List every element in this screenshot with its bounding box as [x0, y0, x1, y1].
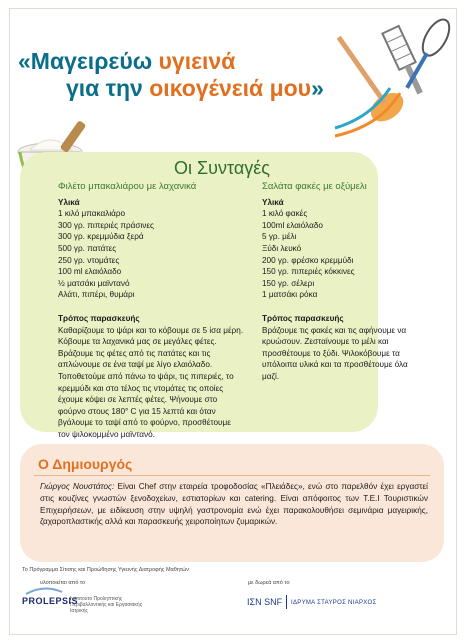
recipe-cod: [58, 181, 276, 440]
method-line: Κόβουμε τα λαχανικά μας σε μεγάλες φέτες.: [58, 337, 217, 347]
snf-name: ΙΔΡΥΜΑ ΣΤΑΥΡΟΣ ΝΙΑΡΧΟΣ: [291, 600, 377, 606]
creator-bio: [40, 481, 428, 528]
snf-divider: [286, 595, 287, 609]
method-line: Βράζουμε τις φέτες από τις πατάτες και τις: [58, 348, 211, 358]
ingredient: 500 γρ. πατάτες: [58, 243, 117, 253]
ingredient: Αλάτι, πιπέρι, θυμάρι: [58, 290, 135, 300]
page-title: «Μαγειρεύω υγιεινά για την οικογένειά μου»: [18, 48, 324, 101]
prolepsis-subtitle: Ινστιτούτο Προληπτικής Περιβαλλοντικής και Εργασιακής Ιατρικής: [70, 596, 143, 614]
prolepsis-logo-icon: [24, 584, 64, 596]
prolepsis-logo: PROLEPSIS: [22, 596, 79, 606]
method-line: τον ψιλοκομμένο μαϊντανό.: [58, 429, 155, 439]
method-line: μαζί.: [262, 371, 280, 381]
ingredient: 150 γρ. σέλερι: [262, 278, 315, 288]
method-line: Καθαρίζουμε το ψάρι και το κόβουμε σε 5 ίσα μέρη.: [58, 325, 244, 335]
creator-heading: Ο Δημιουργός: [38, 456, 133, 472]
ingredient: 1 ματσάκι ρόκα: [262, 290, 318, 300]
method-line: υπόλοιπα υλικά και τα προσθέτουμε όλα: [262, 360, 408, 370]
method-line: απλώνουμε σε ένα ταψί με λίγο ελαιόλαδο.: [58, 360, 213, 370]
ingredient: 100 ml ελαιόλαδο: [58, 267, 122, 277]
kitchen-utensils-icon: [330, 8, 455, 148]
snf-logo: ΙΣΝ SNF: [247, 597, 283, 607]
creator-divider: [34, 475, 430, 476]
recipe-cod-method-label: Τρόπος παρασκευής: [58, 313, 140, 323]
recipe-lentils: [262, 181, 442, 383]
creator-bio-text: Είναι Chef στην εταιρεία τροφοδοσίας «Πλειάδες», ενώ στο παρελθόν έχει εργαστεί στις κουζίνες γνωστών ξενοδοχείων, εστιατορίων και catering. Είναι απόφοιτος των Τ.Ε.Ι Τουριστικών Επιχειρήσεων, με ειδίκευση στην υψηλή γαστρονομία ενώ έχει παρακολουθήσει σεμινάρια μαγειρικής, ζαχαροπλαστικής αλλά και παρασκευής χειροποίητων ζυμαρικών.: [40, 482, 428, 527]
method-line: βγάλουμε το ταψί από το φούρνο, προσθέτουμε: [58, 418, 231, 428]
ingredient: 250 γρ. ντομάτες: [58, 255, 120, 265]
method-line: έχουμε κόψει σε λεπτές φέτες. Ψήνουμε στο: [58, 395, 218, 405]
ingredient: 200 γρ. φρέσκο κρεμμύδι: [262, 255, 354, 265]
recipe-lentils-ingredients-label: Υλικά: [262, 197, 284, 207]
ingredient: Ξύδι λευκό: [262, 243, 302, 253]
method-line: Βράζουμε τις φακές και τις αφήνουμε να: [262, 325, 407, 335]
recipe-cod-title: Φιλέτο μπακαλιάρου με λαχανικά: [58, 181, 197, 192]
supported-by-text: με δωρεά από το: [248, 580, 290, 586]
program-text: Το Πρόγραμμα Σίτισης και Προώθησης Υγιεινής Διατροφής Μαθητών: [22, 567, 189, 573]
ingredient: 300 γρ. κρεμμύδια ξερά: [58, 232, 144, 242]
recipe-lentils-method-label: Τρόπος παρασκευής: [262, 313, 344, 323]
ingredient: 300 γρ. πιπεριές πράσινες: [58, 220, 154, 230]
ingredient: 1 κιλό μπακαλιάρο: [58, 209, 126, 219]
method-line: προσθέτουμε το ξύδι. Ψιλοκόβουμε τα: [262, 348, 400, 358]
method-line: Τοποθετούμε από πάνω το ψάρι, τις πιπεριές, το: [58, 371, 234, 381]
method-line: κρεμμύδι και στο τέλος τις ντομάτες τις οποίες: [58, 383, 224, 393]
ingredient: 150 γρ. πιπεριές κόκκινες: [262, 267, 355, 277]
recipe-cod-ingredients-label: Υλικά: [58, 197, 80, 207]
method-line: φούρνο στους 180° C για 15 λεπτά και όταν: [58, 406, 216, 416]
ingredient: 100ml ελαιόλαδο: [262, 220, 323, 230]
recipe-lentils-title: Σαλάτα φακές με οξύμελι: [262, 181, 367, 192]
implemented-by-text: υλοποιείται από το: [40, 580, 86, 586]
ingredient: 1 κιλό φακές: [262, 209, 308, 219]
creator-name: Γιώργος Νουστάτος:: [40, 482, 115, 491]
ingredient: 5 γρ. μέλι: [262, 232, 297, 242]
ingredient: ½ ματσάκι μαϊντανό: [58, 278, 130, 288]
method-line: κρυώσουν. Ζεσταίνουμε το μέλι και: [262, 337, 389, 347]
recipes-heading: Οι Συνταγές: [174, 158, 270, 178]
